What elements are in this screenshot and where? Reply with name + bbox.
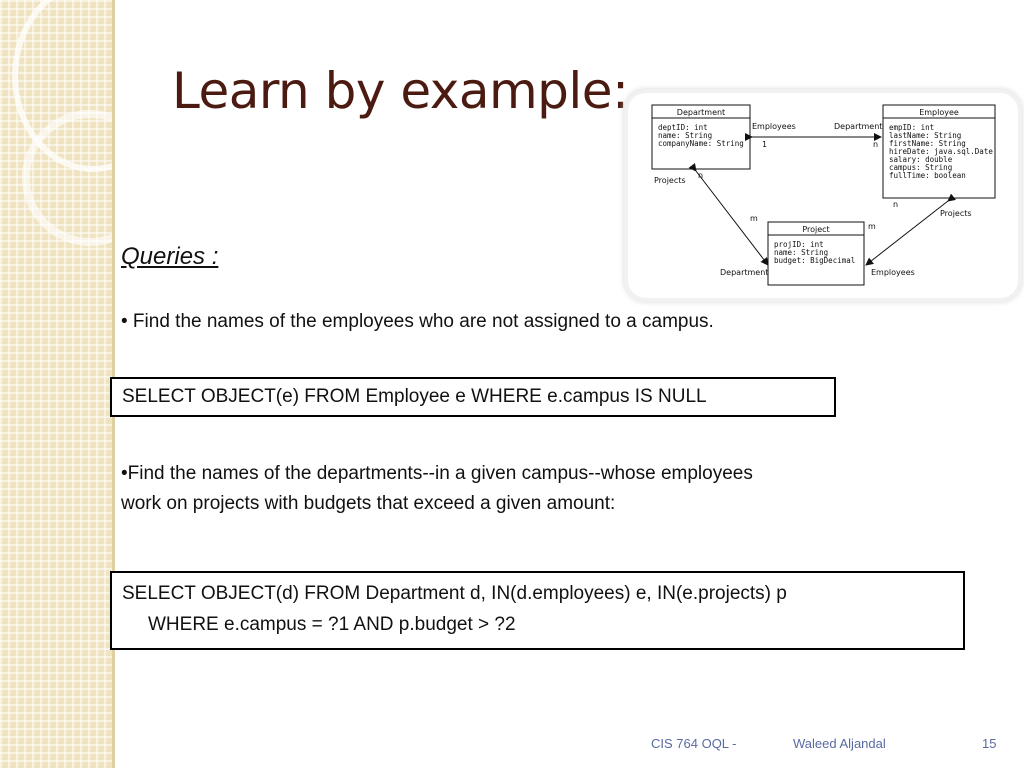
bullet-line: work on projects with budgets that exceed a given amount: (121, 493, 616, 514)
project-field: name: String (774, 248, 829, 257)
employee-field: firstName: String (889, 139, 966, 148)
multiplicity-label: n (698, 171, 704, 180)
queries-heading: Queries : (121, 243, 219, 270)
project-class (768, 222, 864, 285)
assoc-label: Department (720, 268, 769, 277)
query-box (110, 571, 965, 650)
department-class (652, 105, 750, 169)
project-class-name: Project (802, 225, 830, 234)
bullet-point (121, 459, 921, 519)
project-field: budget: BigDecimal (774, 256, 856, 265)
employee-field: hireDate: java.sql.Date (889, 147, 993, 156)
decorative-ring (22, 110, 158, 246)
assoc-label: Department (834, 122, 883, 131)
employee-class-name: Employee (919, 108, 959, 117)
footer-author: Waleed Aljandal (793, 736, 886, 751)
employee-field: fullTime: boolean (889, 171, 966, 180)
multiplicity-label: n (873, 140, 879, 149)
assoc-label: Employees (871, 268, 915, 277)
assoc-label: Employees (752, 122, 796, 131)
multiplicity-label: m (750, 214, 758, 223)
assoc-label: Projects (940, 209, 972, 218)
multiplicity-label: 1 (762, 140, 768, 149)
query-box (110, 377, 836, 417)
bullet-point: • Find the names of the employees who are not assigned to a campus. (121, 311, 714, 332)
query-text: SELECT OBJECT(e) FROM Employee e WHERE e.campus IS NULL (122, 386, 707, 407)
department-field: name: String (658, 131, 713, 140)
decorative-sidebar (0, 0, 114, 768)
employee-class (883, 105, 995, 198)
employee-field: lastName: String (889, 131, 962, 140)
multiplicity-label: n (893, 200, 899, 209)
association-line (866, 201, 948, 265)
employee-field: empID: int (889, 123, 935, 132)
employee-field: salary: double (889, 155, 953, 164)
project-field: projID: int (774, 240, 824, 249)
query-line: SELECT OBJECT(d) FROM Department d, IN(d.employees) e, IN(e.projects) p (122, 583, 787, 604)
uml-diagram (628, 93, 1018, 298)
slide-title: Learn by example: (172, 62, 629, 120)
footer-course: CIS 764 OQL - (651, 736, 737, 751)
department-class-name: Department (676, 108, 726, 117)
department-field: companyName: String (658, 139, 744, 148)
employee-field: campus: String (889, 163, 953, 172)
query-line: WHERE e.campus = ?1 AND p.budget > ?2 (148, 614, 516, 635)
multiplicity-label: m (868, 222, 876, 231)
department-field: deptID: int (658, 123, 708, 132)
page-number: 15 (982, 736, 997, 751)
bullet-line: •Find the names of the departments--in a given campus--whose employees (121, 463, 753, 484)
assoc-label: Projects (654, 176, 686, 185)
